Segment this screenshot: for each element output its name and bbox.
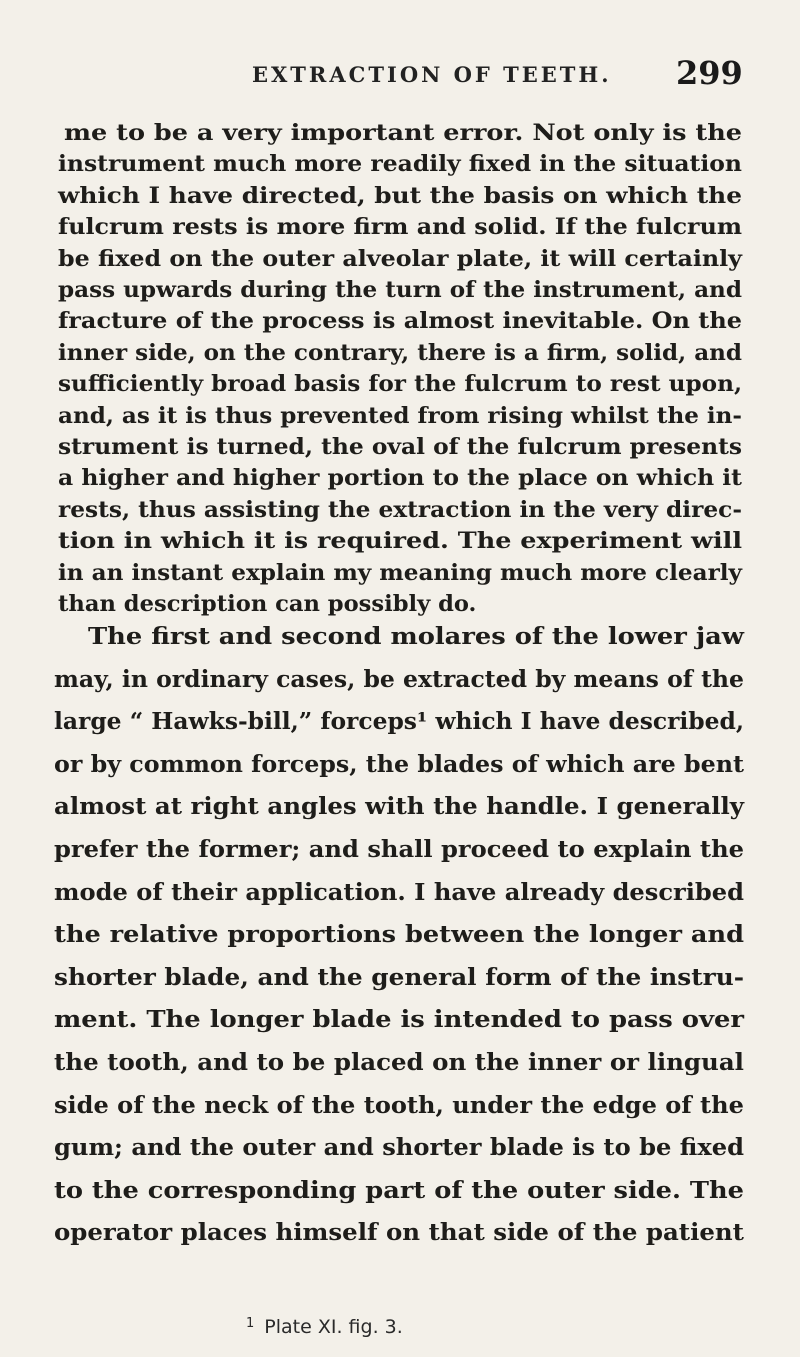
footnote-text: Plate XI. fig. 3. — [264, 1316, 403, 1338]
text-line: than description can possibly do. — [58, 591, 477, 617]
text-line: large “ Hawks-bill,” forceps¹ which I have described, — [54, 707, 745, 736]
text-line: rests, thus assisting the extraction in the very direc- — [58, 496, 742, 523]
text-line: tion in which it is required. The experiment will — [58, 528, 743, 555]
text-line: pass upwards during the turn of the instrument, and — [58, 277, 742, 303]
text-line: the relative proportions between the longer and — [54, 920, 745, 949]
text-line: shorter blade, and the general form of the instru- — [54, 962, 744, 991]
text-line: operator places himself on that side of the patient — [54, 1218, 744, 1247]
text-line: a higher and higher portion to the place on which it — [58, 465, 743, 492]
text-line: which I have directed, but the basis on which the — [58, 182, 742, 209]
text-line: mode of their application. I have already described — [54, 877, 745, 906]
text-line: fulcrum rests is more firm and solid. If the fulcrum — [58, 214, 743, 241]
text-line: strument is turned, the oval of the fulcrum presents — [58, 434, 742, 460]
text-line: fracture of the process is almost inevitable. On the — [58, 308, 742, 335]
text-line: side of the neck of the tooth, under the edge of the — [54, 1090, 744, 1119]
text-line: ment. The longer blade is intended to pass over — [54, 1005, 744, 1034]
text-line: in an instant explain my meaning much more clearly — [58, 559, 742, 586]
text-line: me to be a very important error. Not only is the — [64, 120, 743, 146]
text-line: gum; and the outer and shorter blade is to be fixed — [54, 1133, 745, 1162]
text-line: the tooth, and to be placed on the inner or lingual — [54, 1048, 744, 1076]
footnote — [246, 1316, 403, 1338]
page-number: 299 — [676, 54, 743, 92]
footnote-marker: 1 — [246, 1316, 255, 1331]
text-line: and, as it is thus prevented from rising whilst the in- — [58, 402, 743, 429]
text-line: to the corresponding part of the outer side. The — [54, 1175, 745, 1204]
text-line: The first and second molares of the lower jaw — [88, 622, 744, 650]
text-line: prefer the former; and shall proceed to explain the — [54, 835, 745, 863]
text-line: may, in ordinary cases, be extracted by means of the — [54, 664, 744, 693]
text-line: be fixed on the outer alveolar plate, it will certainly — [58, 245, 742, 272]
running-head: EXTRACTION OF TEETH. — [252, 62, 612, 87]
text-line: almost at right angles with the handle. I generally — [54, 792, 745, 821]
text-line: or by common forceps, the blades of which are bent — [54, 749, 744, 778]
text-line: instrument much more readily fixed in the situation — [58, 151, 742, 178]
text-line: inner side, on the contrary, there is a firm, solid, and — [58, 339, 743, 366]
text-line: sufficiently broad basis for the fulcrum to rest upon, — [58, 371, 743, 398]
